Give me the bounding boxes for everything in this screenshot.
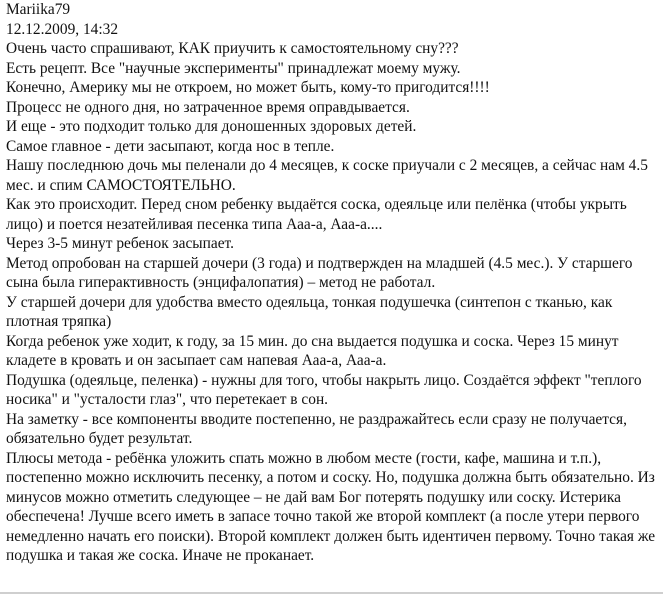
post-paragraph: Очень часто спрашивают, КАК приучить к самостоятельному сну??? — [6, 40, 459, 57]
post-paragraph: Процесс не одного дня, но затраченное время оправдывается. — [6, 98, 410, 116]
post-paragraph: Через 3-5 минут ребенок засыпает. — [6, 235, 234, 252]
post-paragraph: Как это происходит. Перед сном ребенку выдаётся соска, одеяльце или пелёнка (чтобы укрыть лицо) и поется незатейливая песенка типа Ааа-а, Ааа-а.... — [6, 196, 627, 233]
bottom-divider — [0, 592, 663, 594]
post-paragraph: Плюсы метода - ребёнка уложить спать можно в любом месте (гости, кафе, машина и т.п.), постепенно можно исключить песенку, а потом и соску. Но, подушка должна быть обязательно. Из минусов можно отметить следующее – не дай вам Бог потерять подушку или соску. Истерика обеспечена! Лучше всего иметь в запасе точно такой же второй комплект (а после утери первого немедленно начать его поиски). Второй комплект должен быть идентичен первому. Точно такая же подушка и такая же соска. Иначе не проканает. — [6, 449, 656, 564]
post-paragraph: Есть рецепт. Все "научные эксперименты" принадлежат моему мужу. — [6, 59, 461, 77]
post-author[interactable]: Mariika79 — [6, 1, 71, 18]
post-paragraph: Самое главное - дети засыпают, когда нос в тепле. — [6, 137, 335, 155]
post-paragraph: Когда ребенок уже ходит, к году, за 15 мин. до сна выдается подушка и соска. Через 15 минут кладете в кровать и он засыпает сам напевая Ааа-а, Ааа-а. — [6, 332, 619, 369]
post-paragraph: На заметку - все компоненты вводите постепенно, не раздражайтесь если сразу не получается, обязательно будет результат. — [6, 410, 627, 447]
post-paragraph: Подушка (одеяльце, пеленка) - нужны для того, чтобы накрыть лицо. Создаётся эффект "теплого носика" и "усталости глаз", что перетекает в сон. — [6, 371, 642, 408]
post-date: 12.12.2009, 14:32 — [6, 20, 119, 38]
post-paragraph: Метод опробован на старшей дочери (3 года) и подтвержден на младшей (4.5 мес.). У старшего сына была гиперактивность (энцифалопатия) – метод не работал. — [6, 254, 633, 291]
post-paragraph: Конечно, Америку мы не откроем, но может быть, кому-то пригодится!!!! — [6, 79, 490, 96]
forum-post — [6, 0, 661, 566]
post-paragraph: И еще - это подходит только для доношенных здоровых детей. — [6, 118, 417, 135]
post-paragraph: Нашу последнюю дочь мы пеленали до 4 месяцев, к соске приучали с 2 месяцев, а сейчас нам 4.5 мес. и спим САМОСТОЯТЕЛЬНО. — [6, 157, 648, 194]
post-paragraph: У старшей дочери для удобства вместо одеяльца, тонкая подушечка (синтепон с тканью, как плотная тряпка) — [6, 293, 613, 330]
